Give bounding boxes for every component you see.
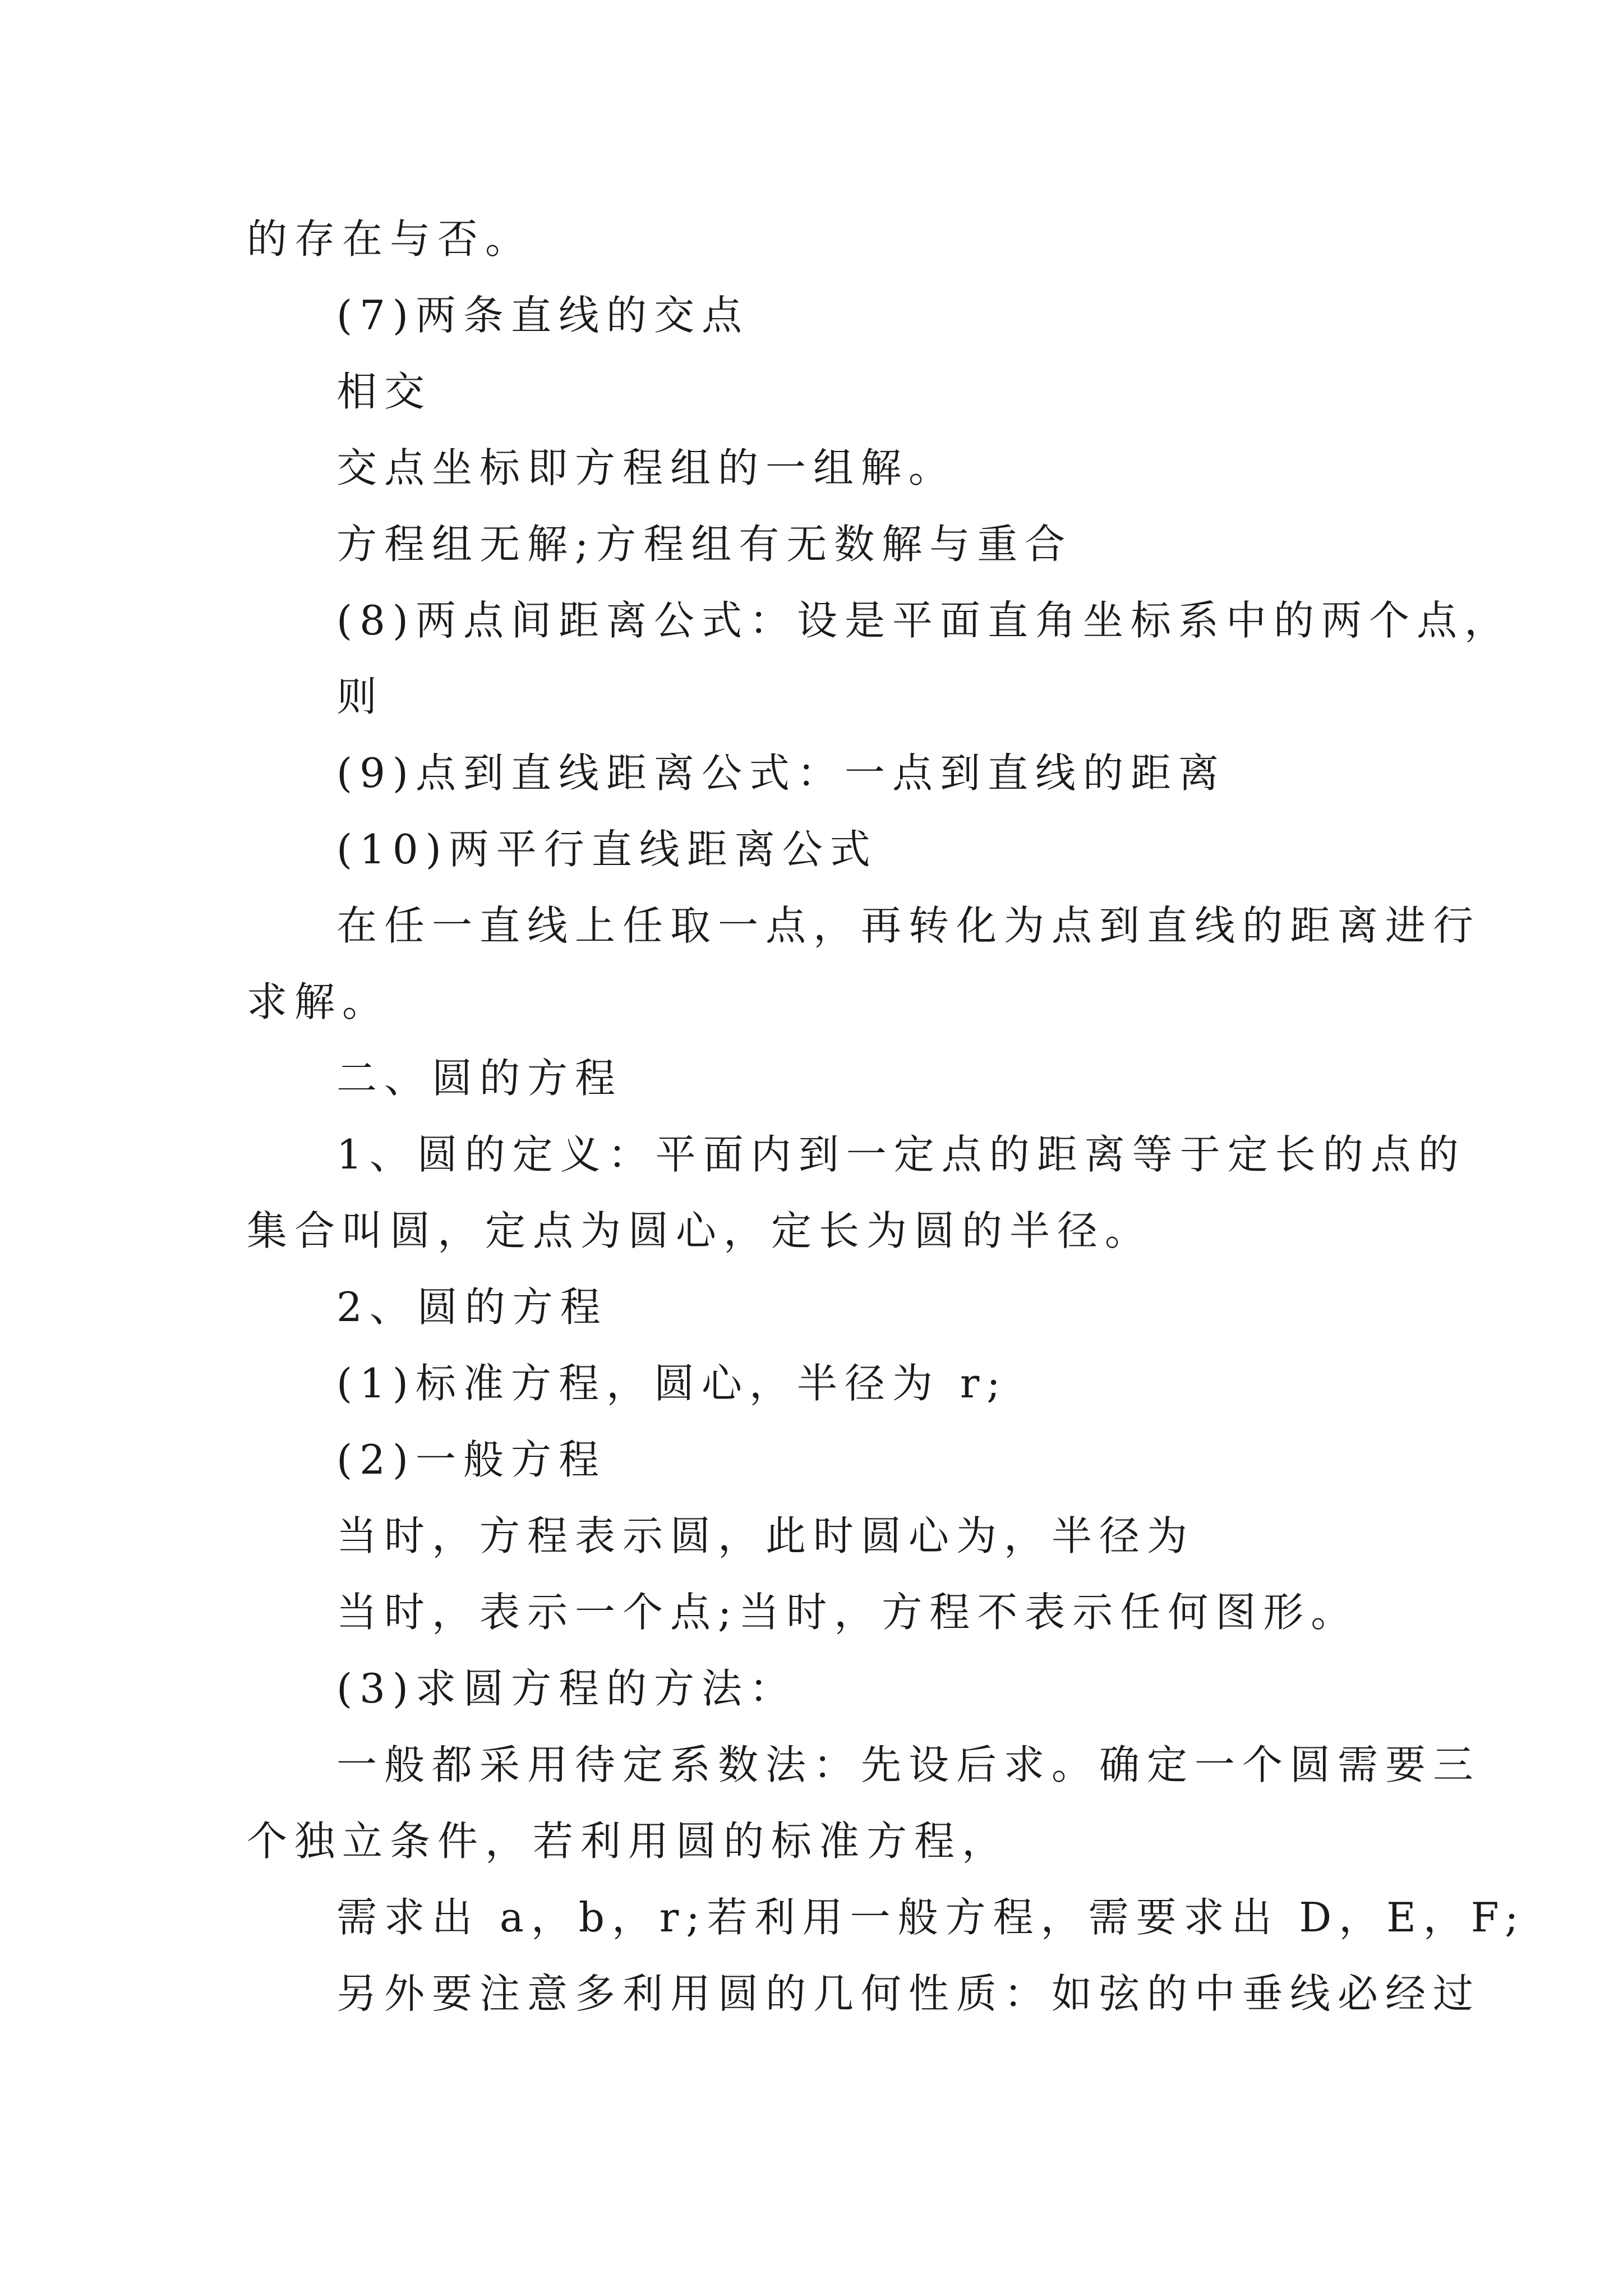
text-line: 2、圆的方程: [336, 1283, 608, 1331]
text-line: 个独立条件，若利用圆的标准方程，: [247, 1818, 1010, 1865]
text-line: 1、圆的定义：平面内到一定点的距离等于定长的点的: [336, 1131, 1466, 1178]
text-line: 的存在与否。: [247, 215, 533, 263]
text-line: (10)两平行直线距离公式: [336, 826, 878, 873]
text-line: (2)一般方程: [336, 1436, 606, 1483]
text-line: 方程组无解;方程组有无数解与重合: [336, 521, 1073, 568]
text-line: (1)标准方程，圆心，半径为 r;: [336, 1360, 1008, 1407]
text-line: (7)两条直线的交点: [336, 292, 749, 339]
text-line: (3)求圆方程的方法：: [336, 1665, 797, 1712]
text-line: 一般都采用待定系数法：先设后求。确定一个圆需要三: [336, 1741, 1481, 1788]
text-line: (8)两点间距离公式：设是平面直角坐标系中的两个点，: [336, 597, 1512, 644]
text-line: 集合叫圆，定点为圆心，定长为圆的半径。: [247, 1207, 1153, 1254]
text-line: (9)点到直线距离公式：一点到直线的距离: [336, 749, 1226, 797]
text-line: 当时，表示一个点;当时，方程不表示任何图形。: [336, 1589, 1359, 1636]
text-line: 交点坐标即方程组的一组解。: [336, 444, 957, 491]
text-line: 求解。: [247, 978, 390, 1025]
text-line: 则: [336, 673, 385, 720]
text-line: 相交: [336, 368, 432, 415]
text-line: 需求出 a，b，r;若利用一般方程，需要求出 D，E，F;: [336, 1894, 1526, 1941]
text-line: 在任一直线上任取一点，再转化为点到直线的距离进行: [336, 902, 1481, 949]
section-heading: 二、圆的方程: [336, 1055, 623, 1102]
text-line: 另外要注意多利用圆的几何性质：如弦的中垂线必经过: [336, 1970, 1481, 2017]
text-line: 当时，方程表示圆，此时圆心为，半径为: [336, 1512, 1195, 1559]
